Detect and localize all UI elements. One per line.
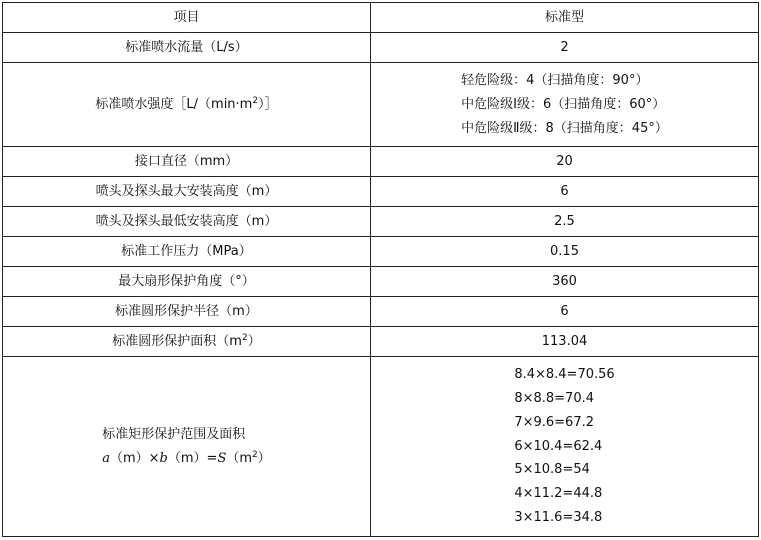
value-line: 轻危险级：4（扫描角度：90°） xyxy=(461,72,649,88)
formula-var-a: a xyxy=(102,450,110,466)
row-value: 2 xyxy=(371,33,759,63)
row-item: 标准喷水流量（L/s） xyxy=(3,33,371,63)
row-item: 接口直径（mm） xyxy=(3,147,371,177)
value-line: 8×8.8=70.4 xyxy=(514,391,594,406)
row-item: 标准圆形保护半径（m） xyxy=(3,297,371,327)
value-lines xyxy=(461,69,668,141)
area-formula xyxy=(102,447,271,471)
spec-table xyxy=(2,2,759,537)
row-value: 6 xyxy=(371,177,759,207)
item-superscript: 2 xyxy=(241,332,248,343)
item-superscript: 2 xyxy=(252,95,259,106)
row-value: 360 xyxy=(371,267,759,297)
formula-var-s: S xyxy=(217,450,227,466)
formula-superscript: 2 xyxy=(252,449,258,460)
value-line: 4×11.2=44.8 xyxy=(514,486,603,502)
table-row xyxy=(3,267,759,297)
item-text: 标准圆形保护面积（m xyxy=(112,333,242,349)
row-value: 113.04 xyxy=(371,327,759,357)
row-item xyxy=(3,357,371,537)
table-row xyxy=(3,237,759,267)
row-value xyxy=(371,357,759,537)
item-text: ） xyxy=(247,333,261,349)
row-value: 2.5 xyxy=(371,207,759,237)
value-line: 中危险级Ⅰ级：6（扫描角度：60°） xyxy=(461,96,666,112)
value-line: 6×10.4=62.4 xyxy=(514,438,603,454)
value-line: 3×11.6=34.8 xyxy=(514,509,603,525)
table-row xyxy=(3,327,759,357)
row-value: 6 xyxy=(371,297,759,327)
formula-var-b: b xyxy=(159,450,168,466)
table-row xyxy=(3,33,759,63)
row-item: 喷头及探头最低安装高度（m） xyxy=(3,207,371,237)
header-value: 标准型 xyxy=(371,3,759,33)
item-multiline xyxy=(102,423,271,471)
row-item: 标准工作压力（MPa） xyxy=(3,237,371,267)
header-item: 项目 xyxy=(3,3,371,33)
row-item xyxy=(3,327,371,357)
table-row xyxy=(3,207,759,237)
table-row xyxy=(3,297,759,327)
row-item: 最大扇形保护角度（°） xyxy=(3,267,371,297)
value-line: 中危险级Ⅱ级：8（扫描角度：45°） xyxy=(461,120,668,136)
item-text: 标准喷水强度［L/（min·m xyxy=(95,96,253,112)
row-value: 20 xyxy=(371,147,759,177)
formula-unit: （m）= xyxy=(167,450,218,466)
table-header-row xyxy=(3,3,759,33)
value-line: 5×10.8=54 xyxy=(514,462,590,478)
formula-unit: （m）× xyxy=(109,450,160,466)
table-row xyxy=(3,177,759,207)
table-row xyxy=(3,357,759,537)
value-lines xyxy=(514,363,614,530)
table-row xyxy=(3,63,759,147)
formula-unit: ） xyxy=(257,450,271,466)
row-item: 喷头及探头最大安装高度（m） xyxy=(3,177,371,207)
item-line: 标准矩形保护范围及面积 xyxy=(102,426,246,442)
value-line: 8.4×8.4=70.56 xyxy=(514,367,615,383)
item-text: ）］ xyxy=(258,96,278,112)
row-value xyxy=(371,63,759,147)
table-row xyxy=(3,147,759,177)
row-item xyxy=(3,63,371,147)
value-line: 7×9.6=67.2 xyxy=(514,414,594,430)
row-value: 0.15 xyxy=(371,237,759,267)
formula-unit: （m xyxy=(226,450,253,466)
